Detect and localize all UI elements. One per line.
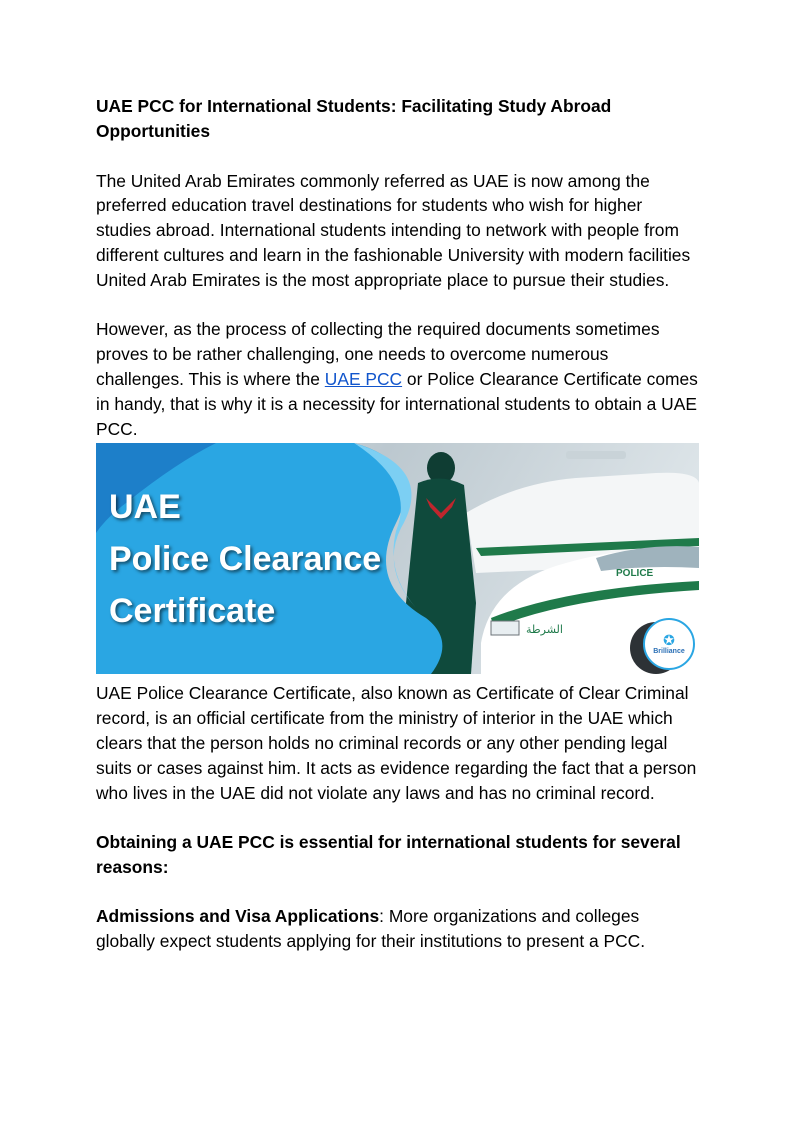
challenge-paragraph — [96, 317, 701, 441]
definition-paragraph: UAE Police Clearance Certificate, also known as Certificate of Clear Criminal record, is an official certificate from the ministry of interior in the UAE which clears that the person holds no criminal records or any other pending legal suits or cases against him. It acts as evidence regarding the fact that a person who lives in the UAE did not violate any laws and has no criminal record. — [96, 683, 697, 803]
banner-line-police-clearance: Police Clearance — [109, 540, 382, 579]
document-content — [96, 94, 701, 954]
intro-paragraph: The United Arab Emirates commonly referred as UAE is now among the preferred education travel destinations for students who wish for higher studies abroad. International students intending to network with people from different cultures and learn in the fashionable University with modern facilities United Arab Emirates is the most appropriate place to pursue their studies. — [96, 170, 691, 290]
pcc-banner-image — [96, 443, 699, 674]
banner-line-uae: UAE — [109, 488, 181, 527]
logo-text: Brilliance — [653, 647, 685, 655]
badge-icon: ✪ — [663, 631, 675, 648]
challenge-text-after: or Police Clearance Certificate comes in handy, that is why it is a necessity for international students to obtain a UAE PCC. — [96, 368, 698, 439]
admissions-text: : More organizations and colleges globally expect students applying for their institutions to present a PCC. — [96, 906, 646, 952]
challenge-text-before: However, as the process of collecting the required documents sometimes proves to be rather challenging, one needs to overcome numerous challenges. This is where the — [96, 319, 660, 389]
car-plate-text: الشرطة — [526, 623, 563, 637]
banner-heading — [109, 481, 381, 637]
car-door-text: POLICE — [616, 568, 654, 580]
admissions-label: Admissions and Visa Applications — [96, 906, 380, 927]
uae-pcc-link[interactable]: UAE PCC — [324, 368, 403, 389]
reasons-heading: Obtaining a UAE PCC is essential for international students for several reasons: — [96, 832, 681, 877]
brilliance-logo — [643, 618, 695, 670]
banner-line-certificate: Certificate — [109, 592, 276, 631]
admissions-paragraph — [96, 904, 701, 954]
article-title: UAE PCC for International Students: Facilitating Study Abroad Opportunities — [96, 96, 612, 141]
